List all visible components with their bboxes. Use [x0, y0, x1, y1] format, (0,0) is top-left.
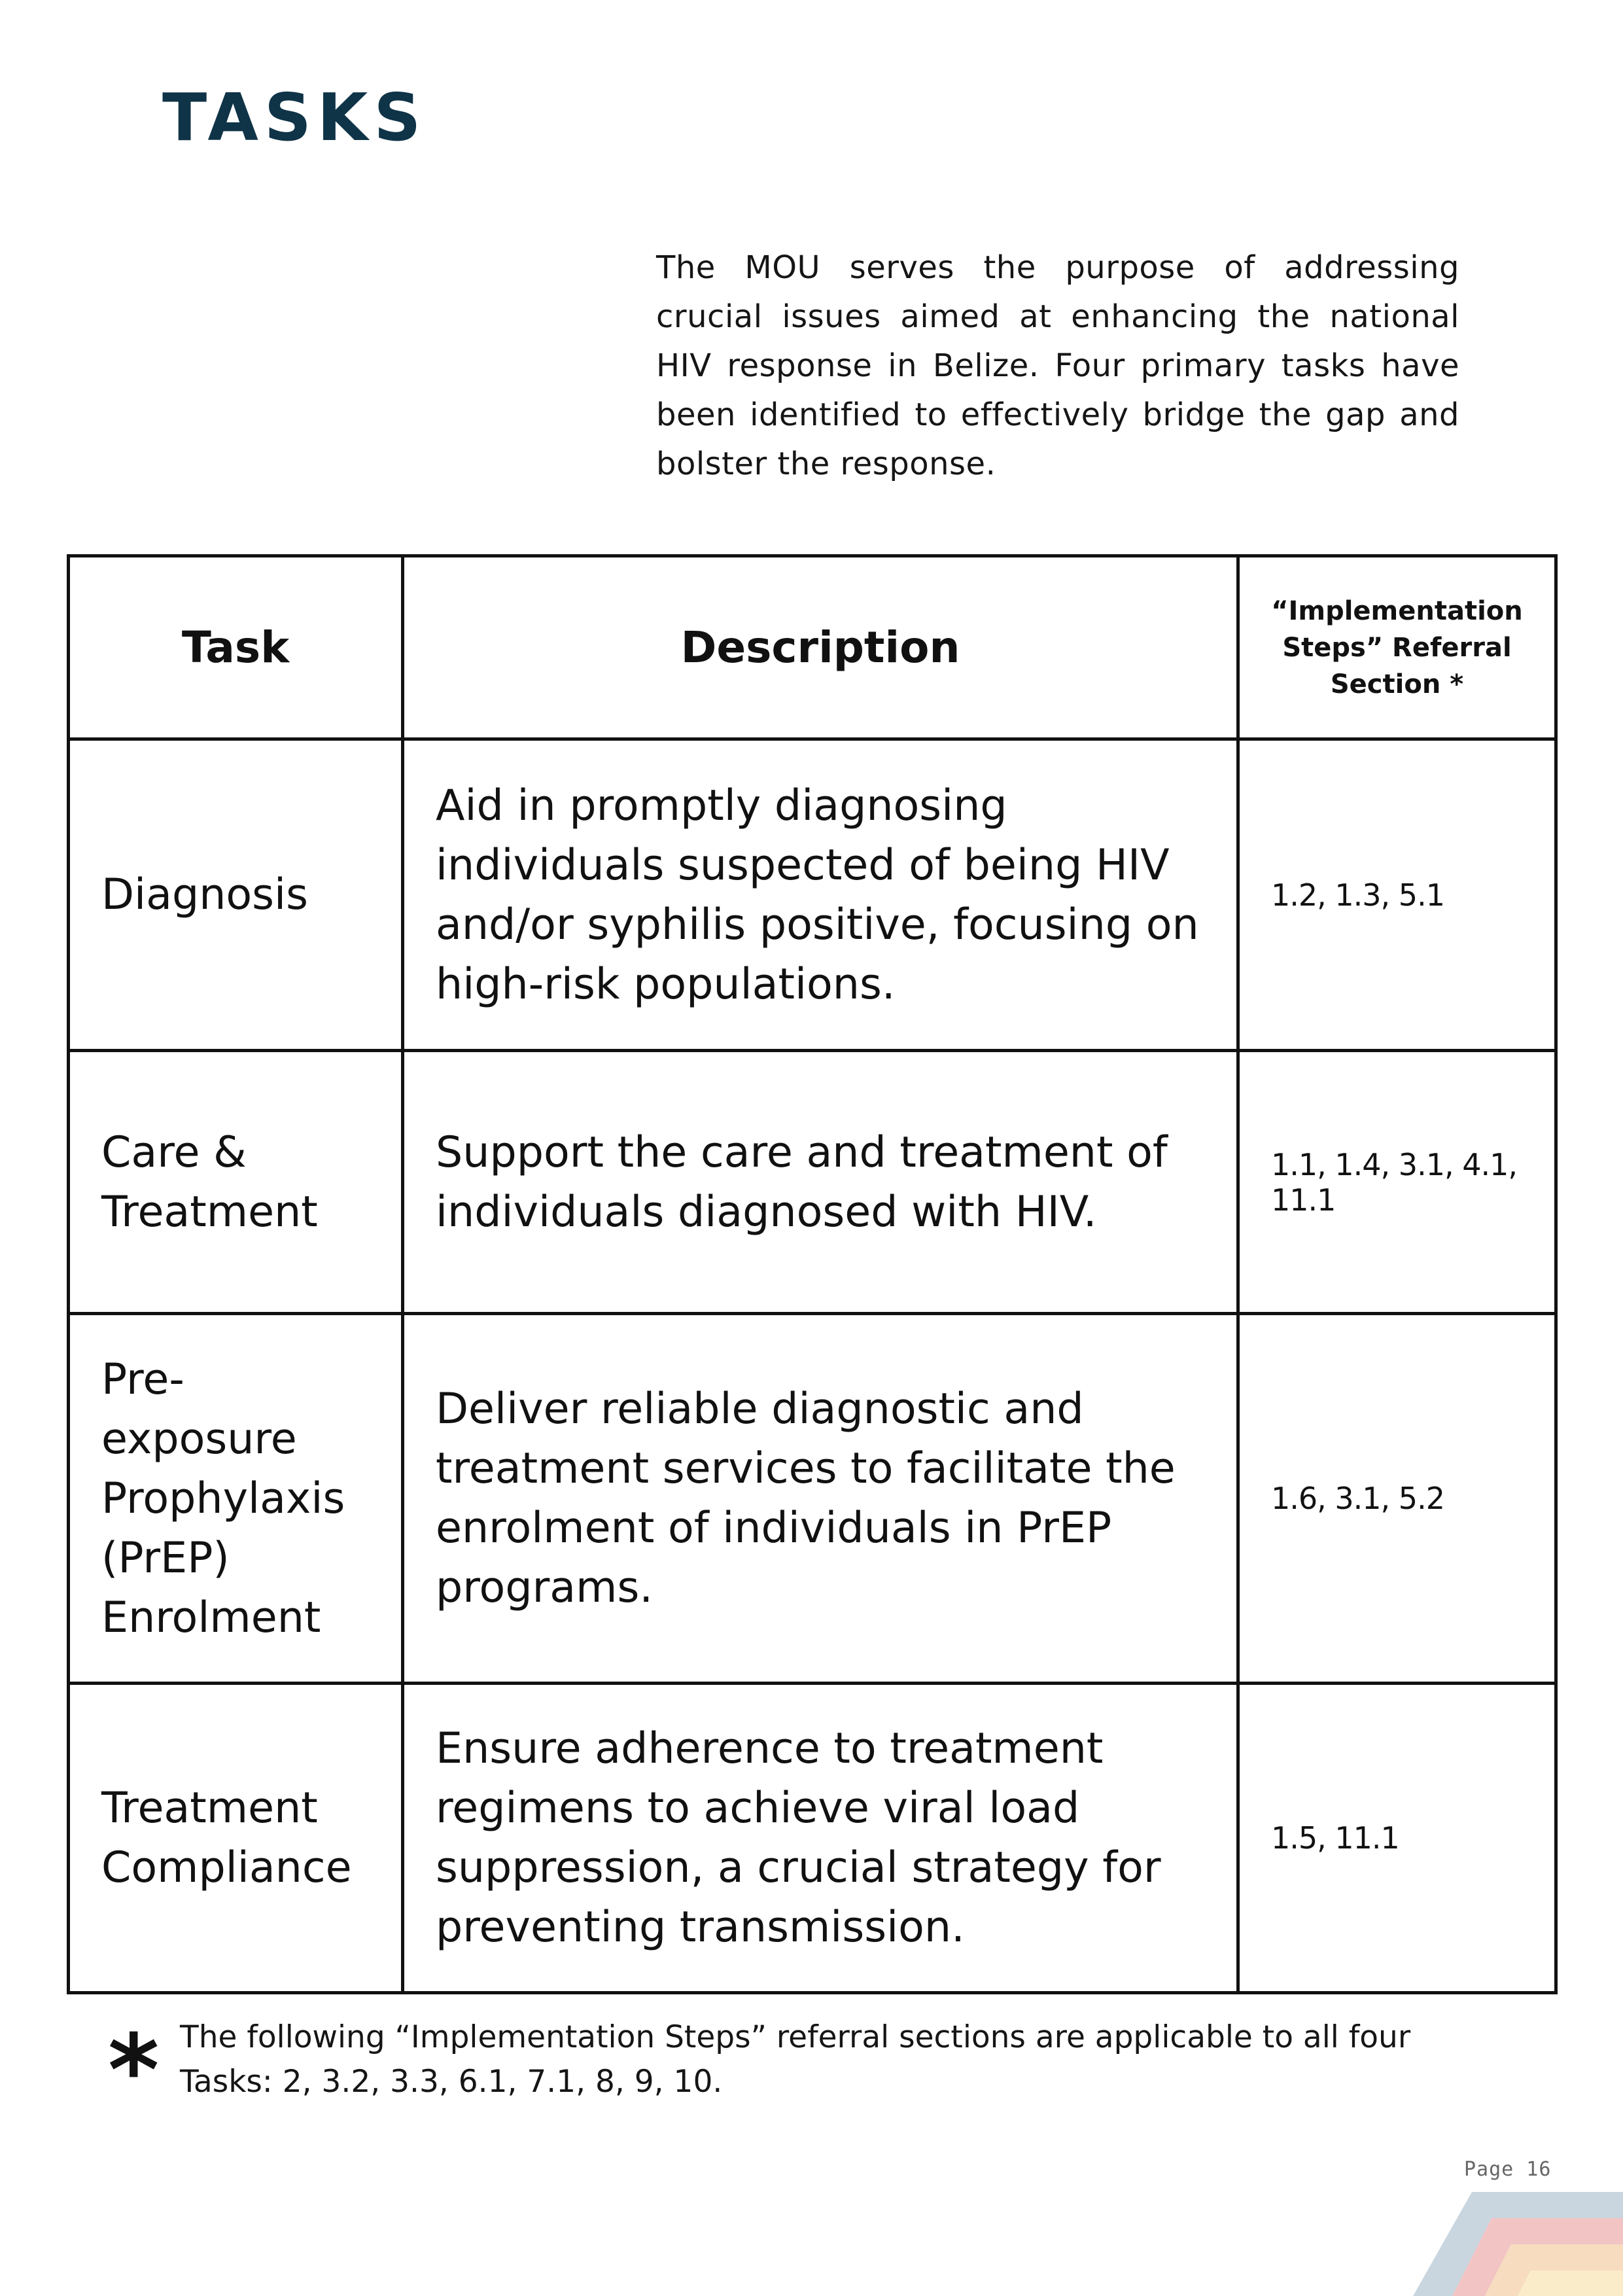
task-cell: Diagnosis: [69, 739, 403, 1051]
description-cell: Ensure adherence to treatment regimens to achieve viral load suppression, a crucial strategy for preventing transmission.: [403, 1684, 1238, 1993]
intro-paragraph: The MOU serves the purpose of addressing crucial issues aimed at enhancing the national HIV response in Belize. Four primary tasks have been identified to effectively bridge the gap and bolster the response.: [656, 249, 1459, 482]
task-cell: Pre-exposure Prophylaxis (PrEP) Enrolment: [69, 1314, 403, 1684]
table-row: [69, 1314, 1556, 1684]
description-cell: Deliver reliable diagnostic and treatment services to facilitate the enrolment of individuals in PrEP programs.: [403, 1314, 1238, 1684]
table-row: [69, 1684, 1556, 1993]
task-cell: Treatment Compliance: [69, 1684, 403, 1993]
corner-stripes-decoration: [1374, 2179, 1623, 2296]
referral-cell: 1.1, 1.4, 3.1, 4.1, 11.1: [1238, 1051, 1556, 1314]
table-header-row: [69, 556, 1556, 739]
header-task: Task: [69, 556, 403, 739]
header-referral-section: “Implementation Steps” Referral Section *: [1238, 556, 1556, 739]
task-cell: Care & Treatment: [69, 1051, 403, 1314]
footnote-text: The following “Implementation Steps” referral sections are applicable to all four Tasks: 2, 3.2, 3.3, 6.1, 7.1, 8, 9, 10.: [180, 2019, 1411, 2100]
referral-cell: 1.2, 1.3, 5.1: [1238, 739, 1556, 1051]
table-row: [69, 739, 1556, 1051]
referral-cell: 1.5, 11.1: [1238, 1684, 1556, 1993]
description-cell: Aid in promptly diagnosing individuals suspected of being HIV and/or syphilis positive, focusing on high-risk populations.: [403, 739, 1238, 1051]
description-cell: Support the care and treatment of individuals diagnosed with HIV.: [403, 1051, 1238, 1314]
header-description: Description: [403, 556, 1238, 739]
tasks-table: [67, 554, 1558, 1994]
page-number: Page 16: [1464, 2158, 1552, 2181]
footnote-asterisk: *: [108, 2014, 160, 2128]
table-row: [69, 1051, 1556, 1314]
stripe-yellow: [1518, 2270, 1623, 2296]
page-title: TASKS: [162, 79, 427, 156]
referral-cell: 1.6, 3.1, 5.2: [1238, 1314, 1556, 1684]
